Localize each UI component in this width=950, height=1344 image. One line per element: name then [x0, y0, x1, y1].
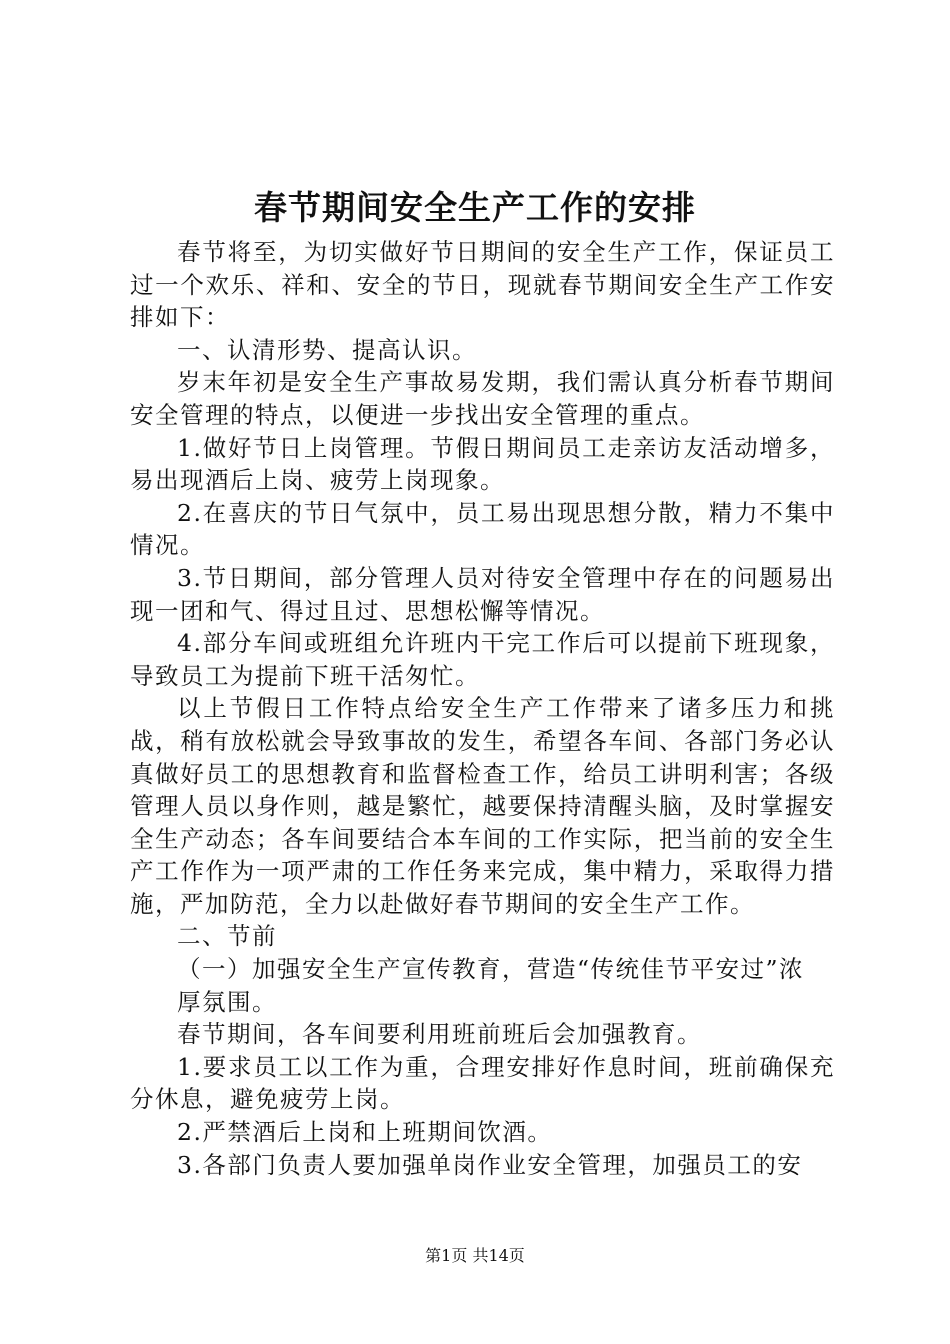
paragraph-summary: 以上节假日工作特点给安全生产工作带来了诸多压力和挑战，稍有放松就会导致事故的发生，希望各车间、各部门务必认真做好员工的思想教育和监督检查工作，给员工讲明利害；各级管理人员以身作则，越是繁忙，越要保持清醒头脑，及时掌握安全生产动态；各车间要结合本车间的工作实际，把当前的安全生产工作作为一项严肃的工作任务来完成，集中精力，采取得力措施，严加防范，全力以赴做好春节期间的安全生产工作。: [130, 694, 835, 918]
list-item: 2.严禁酒后上岗和上班期间饮酒。: [177, 1118, 553, 1147]
section-heading-2: 二、节前: [177, 922, 277, 951]
list-item: 4.部分车间或班组允许班内干完工作后可以提前下班现象，导致员工为提前下班干活匆忙。: [130, 629, 835, 690]
list-item: 2.在喜庆的节日气氛中，员工易出现思想分散，精力不集中情况。: [130, 498, 835, 560]
subsection-heading-continued: 厚氛围。: [177, 987, 277, 1016]
list-item: 3.节日期间，部分管理人员对待安全管理中存在的问题易出现一团和气、得过且过、思想松懈等情况。: [130, 563, 835, 625]
subsection-heading: （一）加强安全生产宣传教育，营造“传统佳节平安过”浓: [177, 955, 805, 984]
list-item: 3.各部门负责人要加强单岗作业安全管理，加强员工的安: [177, 1150, 803, 1179]
section-heading-1: 一、认清形势、提高认识。: [177, 335, 477, 364]
paragraph-intro: 春节将至，为切实做好节日期间的安全生产工作，保证员工过一个欢乐、祥和、安全的节日，现就春节期间安全生产工作安排如下：: [130, 238, 835, 332]
list-item: 1.做好节日上岗管理。节假日期间员工走亲访友活动增多，易出现酒后上岗、疲劳上岗现象。: [130, 433, 835, 495]
document-title: 春节期间安全生产工作的安排: [254, 188, 696, 227]
page-footer: 第1页 共14页: [425, 1246, 525, 1265]
list-item: 1.要求员工以工作为重，合理安排好作息时间，班前确保充分休息，避免疲劳上岗。: [130, 1052, 835, 1114]
paragraph: 春节期间，各车间要利用班前班后会加强教育。: [177, 1020, 702, 1049]
paragraph: 岁末年初是安全生产事故易发期，我们需认真分析春节期间安全管理的特点，以便进一步找出安全管理的重点。: [130, 368, 835, 429]
document-body: [130, 236, 835, 1181]
